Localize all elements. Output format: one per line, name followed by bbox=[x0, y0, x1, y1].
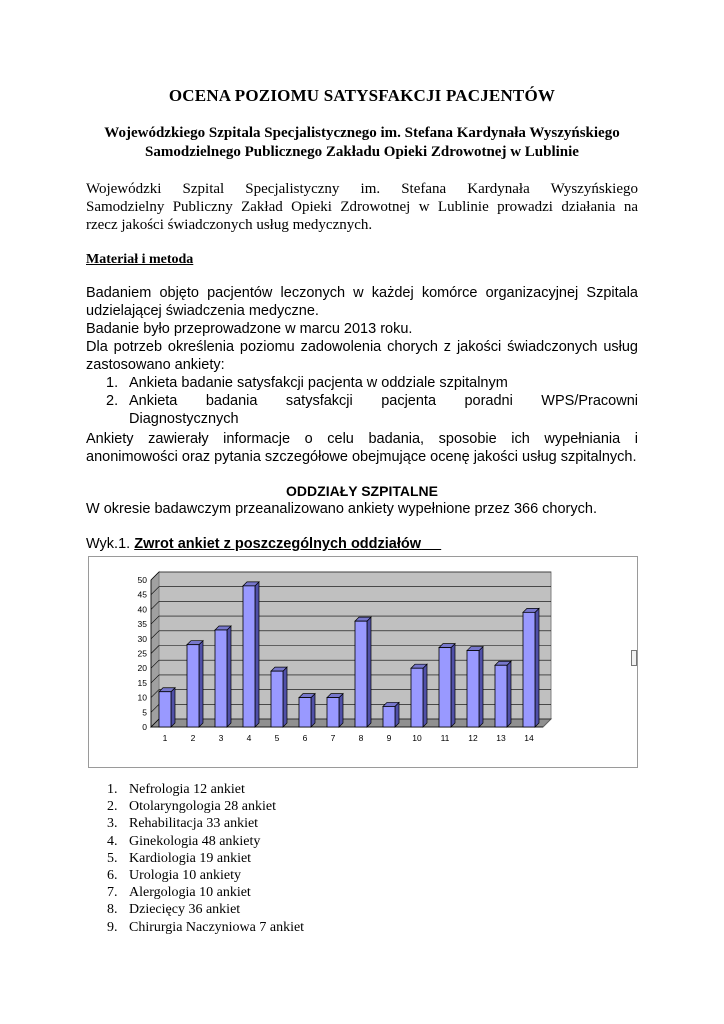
y-tick-label: 40 bbox=[137, 604, 147, 615]
list-item bbox=[86, 867, 304, 884]
list-number: 9. bbox=[107, 919, 118, 935]
bar bbox=[467, 651, 479, 727]
x-tick-label: 8 bbox=[358, 733, 364, 743]
y-tick-label: 25 bbox=[137, 648, 147, 659]
bar-side bbox=[199, 641, 203, 727]
bar bbox=[299, 698, 311, 727]
x-tick-label: 1 bbox=[162, 733, 168, 743]
x-tick-label: 12 bbox=[468, 733, 478, 743]
bar bbox=[187, 645, 199, 727]
list-item bbox=[86, 833, 304, 850]
x-tick-label: 5 bbox=[274, 733, 280, 743]
list-item bbox=[86, 374, 638, 392]
list-item bbox=[86, 798, 304, 815]
x-tick-label: 14 bbox=[524, 733, 534, 743]
method-line-5: zastosowano ankiety: bbox=[86, 357, 225, 373]
subtitle-line-2: Samodzielnego Publicznego Zakładu Opieki Zdrowotnej w Lublinie bbox=[145, 144, 579, 160]
bar-side bbox=[423, 664, 427, 727]
department-text: Dziecięcy 36 ankiet bbox=[129, 902, 241, 918]
x-tick-label: 13 bbox=[496, 733, 506, 743]
survey-note-line-1: Ankiety zawierały informacje o celu badania, sposobie ich wypełniania i bbox=[86, 431, 638, 447]
list-number: 1. bbox=[107, 782, 118, 797]
list-number: 1. bbox=[106, 375, 119, 391]
list-number: 2. bbox=[106, 393, 119, 409]
survey-note-line-2: anonimowości oraz pytania szczegółowe obejmujące ocenę jakości usług szpitalnych. bbox=[86, 449, 637, 465]
figure-title: Zwrot ankiet z poszczególnych oddziałów bbox=[134, 536, 422, 552]
bar bbox=[411, 668, 423, 727]
y-tick-label: 5 bbox=[142, 707, 147, 718]
y-tick-label: 50 bbox=[137, 575, 147, 585]
bar-side bbox=[367, 617, 371, 727]
x-tick-label: 2 bbox=[190, 733, 196, 743]
x-tick-label: 6 bbox=[302, 733, 308, 743]
y-tick-label: 30 bbox=[137, 633, 147, 644]
list-item bbox=[86, 781, 304, 798]
list-number: 6. bbox=[107, 868, 118, 884]
method-line-2: udzielającej świadczenia medyczne. bbox=[86, 303, 319, 319]
bar bbox=[355, 621, 367, 727]
caption-underline-tail bbox=[421, 536, 441, 552]
bar bbox=[271, 671, 283, 727]
y-tick-label: 0 bbox=[142, 722, 147, 732]
department-text: Ginekologia 48 ankiety bbox=[129, 833, 261, 849]
list-number: 8. bbox=[107, 902, 118, 918]
bar bbox=[159, 692, 171, 727]
bar-side bbox=[227, 626, 231, 727]
y-tick-label: 35 bbox=[137, 619, 147, 630]
subtitle-line-1: Wojewódzkiego Szpitala Specjalistycznego im. Stefana Kardynała Wyszyńskiego bbox=[104, 125, 620, 141]
hospital-name-subtitle bbox=[86, 124, 638, 162]
list-item-text: Ankieta badania satysfakcji pacjenta poradni WPS/Pracowni bbox=[129, 393, 638, 409]
department-text: Alergologia 10 ankiet bbox=[129, 885, 251, 901]
chart-resize-handle[interactable] bbox=[631, 650, 637, 666]
y-tick-label: 20 bbox=[137, 663, 147, 674]
list-item bbox=[86, 919, 304, 936]
bar-side bbox=[283, 667, 287, 727]
survey-list bbox=[86, 374, 638, 428]
bar-side bbox=[171, 688, 175, 727]
department-text: Otolaryngologia 28 ankiet bbox=[129, 799, 276, 815]
bar bbox=[383, 706, 395, 727]
x-tick-label: 11 bbox=[440, 733, 450, 743]
x-tick-label: 9 bbox=[386, 733, 392, 743]
y-tick-label: 15 bbox=[137, 677, 147, 688]
y-tick-label: 45 bbox=[137, 589, 147, 600]
list-number: 4. bbox=[107, 833, 118, 849]
x-tick-label: 7 bbox=[330, 733, 336, 743]
bar bbox=[327, 698, 339, 727]
department-text: Nefrologia 12 ankiet bbox=[129, 782, 245, 797]
method-paragraph bbox=[86, 284, 638, 374]
list-item bbox=[86, 815, 304, 832]
list-item bbox=[86, 392, 638, 428]
bar-side bbox=[507, 661, 511, 727]
department-text: Rehabilitacja 33 ankiet bbox=[129, 816, 259, 832]
method-heading: Materiał i metoda bbox=[86, 252, 194, 267]
department-list bbox=[86, 781, 304, 936]
bar bbox=[439, 648, 451, 727]
list-number: 2. bbox=[107, 799, 118, 815]
list-item-text-cont: Diagnostycznych bbox=[129, 411, 239, 427]
method-line-4: Dla potrzeb określenia poziomu zadowolenia chorych z jakości świadczonych usług bbox=[86, 339, 638, 355]
bar-side bbox=[255, 582, 259, 727]
section-text: W okresie badawczym przeanalizowano ankiety wypełnione przez 366 chorych. bbox=[86, 501, 597, 517]
department-text: Kardiologia 19 ankiet bbox=[129, 850, 252, 866]
intro-paragraph bbox=[86, 180, 638, 234]
intro-line-2: Samodzielny Publiczny Zakład Opieki Zdrowotnej w Lublinie prowadzi działania na bbox=[86, 199, 638, 215]
x-tick-label: 3 bbox=[218, 733, 224, 743]
list-item-text: Ankieta badanie satysfakcji pacjenta w oddziale szpitalnym bbox=[129, 375, 508, 391]
list-number: 3. bbox=[107, 816, 118, 832]
department-text: Urologia 10 ankiety bbox=[129, 868, 241, 884]
bar-side bbox=[451, 644, 455, 727]
bar bbox=[523, 612, 535, 727]
bar-chart bbox=[89, 557, 637, 767]
list-number: 5. bbox=[107, 850, 118, 866]
chart-floor bbox=[151, 719, 551, 727]
list-item bbox=[86, 901, 304, 918]
intro-line-1: Wojewódzki Szpital Specjalistyczny im. Stefana Kardynała Wyszyńskiego bbox=[86, 181, 638, 197]
bar-side bbox=[535, 608, 539, 727]
bar-side bbox=[311, 694, 315, 727]
bar bbox=[215, 630, 227, 727]
list-item bbox=[86, 850, 304, 867]
x-tick-label: 10 bbox=[412, 733, 422, 743]
method-line-3: Badanie było przeprowadzone w marcu 2013 roku. bbox=[86, 321, 413, 337]
list-number: 7. bbox=[107, 885, 118, 901]
survey-note-paragraph bbox=[86, 430, 638, 466]
bar-side bbox=[339, 694, 343, 727]
intro-line-3: rzecz jakości świadczonych usług medycznych. bbox=[86, 217, 373, 233]
figure-caption bbox=[86, 536, 441, 552]
chart-frame bbox=[88, 556, 638, 768]
figure-label: Wyk.1. bbox=[86, 536, 131, 552]
bar bbox=[495, 665, 507, 727]
section-title: ODDZIAŁY SZPITALNE bbox=[286, 483, 438, 499]
method-line-1: Badaniem objęto pacjentów leczonych w każdej komórce organizacyjnej Szpitala bbox=[86, 285, 638, 301]
list-item bbox=[86, 884, 304, 901]
department-text: Chirurgia Naczyniowa 7 ankiet bbox=[129, 919, 305, 935]
bar-side bbox=[479, 647, 483, 727]
y-tick-label: 10 bbox=[137, 692, 147, 703]
page-title: OCENA POZIOMU SATYSFAKCJI PACJENTÓW bbox=[168, 86, 556, 105]
bar bbox=[243, 586, 255, 727]
x-tick-label: 4 bbox=[246, 733, 252, 743]
